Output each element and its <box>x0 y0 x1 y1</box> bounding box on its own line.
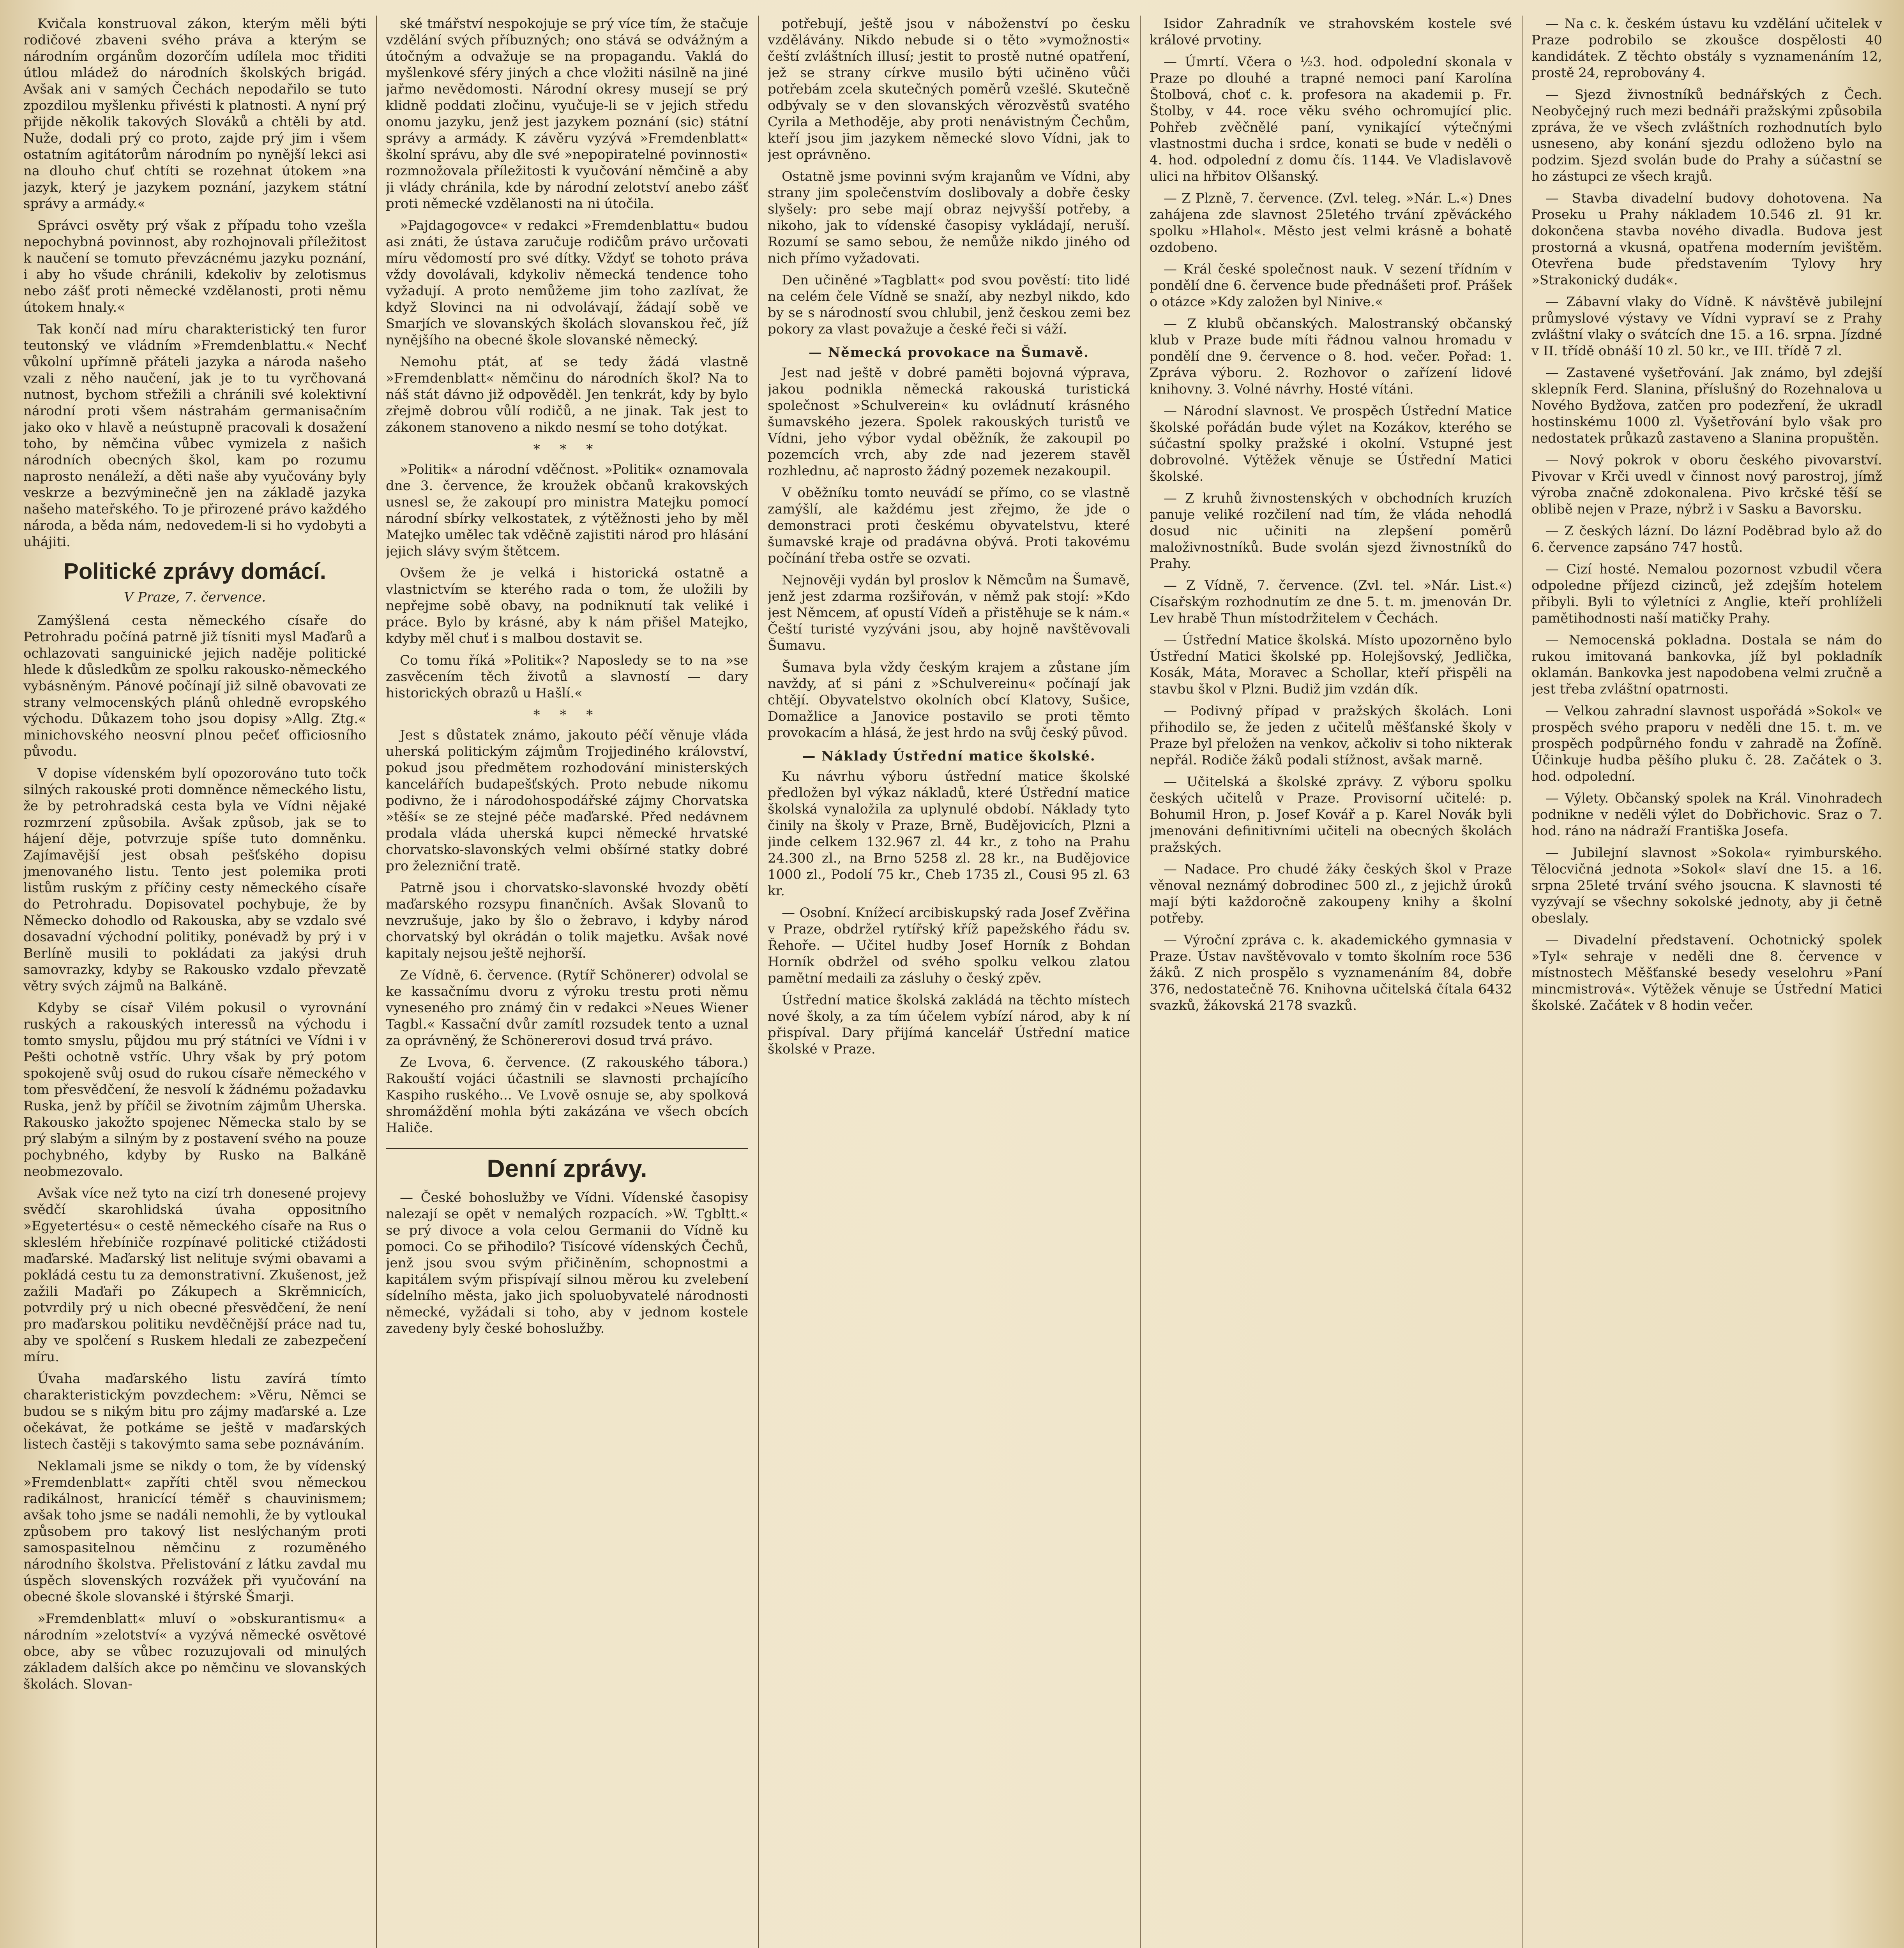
article-paragraph: — Nemocenská pokladna. Dostala se nám do rukou imitovaná bankovka, jíž byl pokladník oklamán. Bankovka jest napodobena velmi zručně a jest třeba zvláštní opatrnosti. <box>1531 632 1882 697</box>
article-paragraph: Ústřední matice školská zakládá na těchto místech nové školy, a za tím účelem vybízí národ, aby k ní přispíval. Dary přijímá kancelář Ústřední matice školské v Praze. <box>768 992 1130 1057</box>
article-paragraph: — Sjezd živnostníků bednářských z Čech. Neobyčejný ruch mezi bednáři pražskými způsobila zpráva, že ve všech zvláštních rozhodnutích bylo usneseno, aby konání sjezdu odloženo bylo na podzim. Sjezd svolán bude do Prahy a súčastní se ho zástupci ze všech krajů. <box>1531 87 1882 184</box>
article-paragraph: — Z kruhů živnostenských v obchodních kruzích panuje veliké rozčilení nad tím, že vláda nehodlá dosud nic učiniti na zlepšení poměrů maloživnostníků. Bude svolán sjezd živnostníků do Prahy. <box>1150 491 1512 572</box>
article-paragraph: Den učiněné »Tagblatt« pod svou pověstí: tito lidé na celém čele Vídně se snaží, aby nezbyl nikdo, kdo by se s národností svou chlubil, jenž českou zemi bez pokory za vlast považuje a české řeči si váží. <box>768 272 1130 337</box>
article-paragraph: Ovšem že je velká i historická ostatně a vlastnictvím se kterého rada o tom, že uložili by nepřejme sobě obavy, na podniknutí tak veliké i práce. Bylo by krásné, aby k nám přišel Matejko, kdyby měl chuť i s malbou dostavit se. <box>386 565 748 646</box>
article-paragraph: Kvičala konstruoval zákon, kterým měli býti rodičové zbaveni svého práva a kterým se národním orgánům dozorčím udílela moc třiditi útlou mládež do národních školských brigád. Avšak ani v samých Čechách nepodařilo se tuto zpozdilou myšlenku přivésti k platnosti. A nyní prý přijde několik takových Slováků a chtěli by atd. Nuže, dodali prý co proto, zajde prý jim i všem ostatním agitátorům národním po nynější lekci asi na dlouho chuť chtíti se rozehnat útokem »na jazyk, který je jazykem poznání, jazykem státní správy a armády.« <box>23 16 366 212</box>
article-paragraph: Neklamali jsme se nikdy o tom, že by vídenský »Fremdenblatt« zapříti chtěl svou německou radikálnost, hranicící téměř s chauvinismem; avšak toho jsme se nadáli nemohli, že by vytloukal způsobem pro takový list neslýchaným proti samospasitelnou němčinu z rozuměného národního školstva. Přelistování z látku zavdal mu úspěch slovenských rozvážek při vyučování na obecné škole slovanské i štýrské Šmarji. <box>23 1458 366 1605</box>
article-paragraph: Nemohu ptát, ať se tedy žádá vlastně »Fremdenblatt« němčinu do národních škol? Na to náš stát dávno již odpověděl. Jen tenkrát, kdy by bylo zřejmě dobrou vůlí rodičů, a ne jinak. Tak jest to zákonem stanoveno a nikdo nesmí se toho dotýkat. <box>386 354 748 435</box>
column-4 <box>1150 16 1512 1948</box>
article-paragraph: — Národní slavnost. Ve prospěch Ústřední Matice školské pořádán bude výlet na Kozákov, kterého se súčastní spolky pražské i okolní. Vstupné jest dobrovolné. Výtěžek věnuje se Ústřední Matici školské. <box>1150 403 1512 484</box>
column-2 <box>386 16 748 1948</box>
article-title: — Náklady Ústřední matice školské. <box>802 748 1096 764</box>
article-title: — Německá provokace na Šumavě. <box>809 345 1089 360</box>
article-paragraph: ské tmářství nespokojuje se prý více tím, že stačuje vzdělání svých příbuzných; ono stává se odvážným a útočným a odvažuje se na propagandu. Vaklá do myšlenkové sféry jiných a chce vložiti násilně na jiné jařmo nevědomosti. Národní okresy musejí se prý klidně poddati zločinu, vyučuje-li se v jejich středu onomu jazyku, jenž jest jazykem poznání (sic) státní správy a armády. K závěru vyzývá »Fremdenblatt« školní správu, aby dle své »nepopiratelné povinnosti« rozmnožovala příležitosti k vyučování němčině a aby ji vlády chránila, kde by národní zelotství anebo zášť proti německé vzdělanosti na ni útočila. <box>386 16 748 212</box>
separator-stars: * * * <box>533 707 601 723</box>
article-paragraph: — Velkou zahradní slavnost uspořádá »Sokol« ve prospěch svého praporu v neděli dne 15. t. m. ve prospěch podpůrného fondu v zahradě na Žofíně. Účinkuje hudba pěšího pluku č. 28. Začátek o 3. hod. odpolední. <box>1531 703 1882 784</box>
article-paragraph: — Král české společnost nauk. V sezení třídním v pondělí dne 6. července bude přednášeti prof. Prášek o otázce »Kdy založen byl Ninive.« <box>1150 261 1512 310</box>
column-1 <box>23 16 366 1948</box>
article-paragraph: — Jubilejní slavnost »Sokola« ryimburského. Tělocvičná jednota »Sokol« slaví dne 15. a 16. srpna 25leté trvání svého jsoucna. K slavnosti té vyzývají se všechny sokolské jednoty, aby ji četně obeslaly. <box>1531 845 1882 926</box>
article-paragraph: — Z Vídně, 7. července. (Zvl. tel. »Nár. List.«) Císařským rozhodnutím ze dne 5. t. m. jmenován Dr. Lev hrabě Thun místodržitelem v Čechách. <box>1150 578 1512 626</box>
article-paragraph: V dopise vídenském bylí opozorováno tuto točk silných rakouské proti domněnce německého listu, že by petrohradská cesta byla ve Vídni nějaké rozmrzení způsobila. Avšak způsob, jak se to hájení děje, potvrzuje spíše tuto domněnku. Zajímavější jest obsah pešťského dopisu jmenovaného listu. Tento jest polemika proti listům ruským z příčiny cesty německého císaře do Petrohradu. Dopisovatel pochybuje, že by Německo dohodlo od Rakouska, aby se vzdalo své dosavadní východní politiky, ponévadž by prý i v Berlíně musili to pokládati za jakýsi druh samovrazky, kdyby se Rakousko vzdalo převzatě větry svých zájmů na Balkáně. <box>23 766 366 994</box>
article-paragraph: Úvaha maďarského listu zavírá tímto charakteristickým povzdechem: »Věru, Němci se budou se s nikým bitu pro zájmy maďarské a. Lze očekávat, že potkáme se ještě v maďarských listech častěji s takovýmto sama sebe poznáváním. <box>23 1371 366 1452</box>
column-rule <box>758 16 759 1948</box>
article-paragraph: — Z klubů občanských. Malostranský občanský klub v Praze bude míti řádnou valnou hromadu v pondělí dne 9. července o 8. hod. večer. Pořad: 1. Zpráva výboru. 2. Rozhovor o zařízení lidové knihovny. 3. Volné návrhy. Hosté vítáni. <box>1150 316 1512 397</box>
article-paragraph: »Fremdenblatt« mluví o »obskurantismu« a národním »zelotství« a vyzývá německé osvětové obce, aby se vůbec rozuzujovali od minulých základem dalších akce po němčinu ve slovanských školách. Slovan- <box>23 1611 366 1692</box>
article-paragraph: Nejnověji vydán byl proslov k Němcům na Šumavě, jenž jest zdarma rozšiřován, v němž pak stojí: »Kdo jest Němcem, ať opustí Vídeň a přistěhuje se k nám.« Čeští turisté vyzýváni jsou, aby hojně navštěvovali Šumavu. <box>768 572 1130 653</box>
article-paragraph: Patrně jsou i chorvatsko-slavonské hvozdy obětí maďarského rozsypu finančních. Avšak Slovanů to nevzrušuje, jako by šlo o žebravo, i kdyby národ chorvatský byl okrádán o tolik majetku. Avšak nové kapitaly nejsou ještě nejhorší. <box>386 880 748 961</box>
article-paragraph: potřebují, ještě jsou v náboženství po česku vzdělávány. Nikdo nebude si o těto »vymožnosti« čeští zvláštních illusí; jestit to prostě nutné opatření, jež se strany církve musilo býti učiněno vůči potřebám zcela skutečných poměrů vzešlé. Skutečně odbývaly se v den slovanských věrozvěstů svatého Cyrila a Methoděje, aby proti nenávistným Čechům, kteří jsou jim jazykem německé slovo Vídni, jak to jest oprávněno. <box>768 16 1130 162</box>
article-paragraph: — Zábavní vlaky do Vídně. K návštěvě jubilejní průmyslové výstavy ve Vídni vypraví se z Prahy zvláštní vlaky o svátcích dne 15. a 16. srpna. Jízdné v II. třídě obnáší 10 zl. 50 kr., ve III. třídě 7 zl. <box>1531 294 1882 359</box>
section-title-political-news: Politické zprávy domácí. <box>64 559 326 584</box>
article-paragraph: »Pajdagogovce« v redakci »Fremdenblattu« budou asi znáti, že ústava zaručuje rodičům právo určovati míru vědomostí pro své dítky. Vždyť se tohoto práva vždy dovolávali, kdykoliv německá tendence toho vyžadují. A proto nemůžeme jim toho zazlívat, že když Slovinci na ni odvolávají, žádají sobě ve Smarjích ve slovanských školách slovanskou řeč, jíž nynějšího na obecné škole slovanské německý. <box>386 218 748 348</box>
article-paragraph: — Cizí hosté. Nemalou pozornost vzbudil včera odpoledne příjezd cizinců, jež zdejším hotelem přibyli. Byli to výletníci z Anglie, kteří prohlíželi pamětihodnosti naší matičky Prahy. <box>1531 561 1882 626</box>
column-5 <box>1531 16 1882 1948</box>
article-paragraph: — České bohoslužby ve Vídni. Vídenské časopisy nalezají se opět v nemalých rozpacích. »W. Tgbltt.« se prý divoce a vola celou Germanii do Vídně ku pomoci. Co se přihodilo? Tisícové vídenských Čechů, jenž jsou svou svým přičiněním, schopnostmi a kapitálem svým přispívají silnou měrou ku zvelebení sídelního města, jako jich spoluobyvatelé národnosti německé, vyžádali si toho, aby v jednom kostele zavedeny byly české bohoslužby. <box>386 1190 748 1336</box>
article-paragraph: — Z Plzně, 7. července. (Zvl. teleg. »Nár. L.«) Dnes zahájena zde slavnost 25letého trvání zpěváckého spolku »Hlahol«. Město jest velmi krásně a bohatě ozdobeno. <box>1150 191 1512 255</box>
article-paragraph: — Výroční zpráva c. k. akademického gymnasia v Praze. Ústav navštěvovalo v tomto školním roce 536 žáků. Z nich prospělo s vyznamenáním 84, dobře 376, nedostatečně 76. Knihovna učitelská čítala 6432 svazků, žákovská 2178 svazků. <box>1150 932 1512 1013</box>
article-paragraph: Jest s důstatek známo, jakouto péčí věnuje vláda uherská politickým zájmům Trojjediného království, pokud jsou předmětem rozhodování ministerských kancelářích budapešťských. Proto nebude nikomu podivno, že i národohospodářské zájmy Chorvatska »těší« se ze stejné péče maďarské. Před nedávnem prodala vláda uherská kupci německé hrvatské chorvatsko-slavonských velmi obšírné statky dobré pro železniční tratě. <box>386 727 748 874</box>
article-paragraph: — Stavba divadelní budovy dohotovena. Na Proseku u Prahy nákladem 10.546 zl. 91 kr. dokončena stavba nového divadla. Budova jest prostorná a vkusná, opatřena moderním jevištěm. Otevřena bude představením Tylovy hry »Strakonický dudák«. <box>1531 191 1882 288</box>
article-paragraph: Co tomu říká »Politik«? Naposledy se to na »se zasvěcením těch životů a slavností — dary historických obrazů u Hašlí.« <box>386 653 748 701</box>
article-paragraph: — Osobní. Knížecí arcibiskupský rada Josef Zvěřina v Praze, obdržel rytířský kříž papežského řádu sv. Řehoře. — Učitel hudby Josef Horník z Bohdan Horník obdržel od svého spolku velkou zlatou pamětní medaili za zásluhy o český zpěv. <box>768 905 1130 986</box>
article-paragraph: Tak končí nad míru charakteristický ten furor teutonský ve vládním »Fremdenblattu.« Nechť vůkolní upřímně přáteli jazyka a národa našeho vzali z něho naučení, jak je to tu vyrčhovaná nutnost, bychom střežili a chránili své kolektivní národní proti všem nástrahám germanisačním jako oko v hlavě a neústupně pracovali k dosažení toho, by němčina vůbec vymizela z našich národních obecných škol, kam po rozumu naprosto nenáleží, a děti naše aby vyučovány byly veskrze a bezvýminečně jen na základě jazyka našeho mateřského. To je přirozené právo každého národa, a běda nám, nedovedem-li si ho vydobyti a uhájiti. <box>23 321 366 550</box>
article-paragraph: — Nový pokrok v oboru českého pivovarství. Pivovar v Krči uvedl v činnost nový parostroj, jímž výroba značně zdokonalena. Pivo krčské těší se oblibě nejen v Praze, nýbrž i v Sasku a Bavorsku. <box>1531 452 1882 517</box>
article-paragraph: Ze Vídně, 6. července. (Rytíř Schönerer) odvolal se ke kassačnímu dvoru z výroku trestu proti němu vyneseného pro známý čin v redakci »Neues Wiener Tagbl.« Kassační dvůr zamítl rozsudek tento a uznal za oprávněný, že Schönererovi dosud trvá právo. <box>386 967 748 1048</box>
article-paragraph: Jest nad ještě v dobré paměti bojovná výprava, jakou podnikla německá rakouská turistická společnost »Schulverein« ku ovládnutí krásného šumavského jezera. Spolek rakouských turistů ve Vídni, jeho výbor vydal oběžník, že zakoupil po pozemcích vrch, aby zde nad jezerem stavěl rozhlednu, ač naprosto žádný pozemek nezakoupil. <box>768 365 1130 479</box>
article-paragraph: Ostatně jsme povinni svým krajanům ve Vídni, aby strany jim společenstvím doslibovaly a dobře česky slyšely: pro sebe mají obraz nejvyšší potřeby, a nikoho, jak to vídenské časopisy vykládají, neruší. Rozumí se samo sebou, že nemůže nikdo jiného od nich přímo vyžadovati. <box>768 169 1130 266</box>
article-paragraph: — Úmrtí. Včera o ½3. hod. odpolední skonala v Praze po dlouhé a trapné nemoci paní Karolína Štolbová, choť c. k. profesora na akademii p. Fr. Štolby, v 44. roce věku svého ochromující plic. Pohřeb zvěčnělé paní, vynikající výtečnými vlastnostmi ducha i srdce, konati se bude v neděli o 4. hod. odpolední z domu čís. 1144. Ve Vladislavově ulici na hřbitov Olšanský. <box>1150 54 1512 184</box>
article-paragraph: Isidor Zahradník ve strahovském kostele své králové prvotiny. <box>1150 16 1512 48</box>
article-paragraph: »Politik« a národní vděčnost. »Politik« oznamovala dne 3. července, že kroužek občanů krakovských usnesl se, že zakoupí pro ministra Matejku pomocí národní sbírky velkostatek, z výtěžnosti jeho by měl Matejko umělec tak vděčně zajistiti národ pro hlásání jejich slávy svým štětcem. <box>386 462 748 559</box>
article-paragraph: — Podivný případ v pražských školách. Loni přihodilo se, že jeden z učitelů měšťanské školy v Praze byl přeložen na venkov, ačkoliv si toho nikterak nepřál. Rodiče žáků podali stížnost, avšak marně. <box>1150 703 1512 768</box>
separator-stars: * * * <box>533 441 601 457</box>
column-rule <box>1140 16 1141 1948</box>
article-paragraph: — Zastavené vyšetřování. Jak známo, byl zdejší sklepník Ferd. Slanina, příslušný do Rozehnalova u Nového Bydžova, zatčen pro podezření, že ukradl hostinskému 1000 zl. Vyšetřování bylo však pro nedostatek průkazů zastaveno a Slanina propuštěn. <box>1531 365 1882 446</box>
article-paragraph: Zamýšlená cesta německého císaře do Petrohradu počíná patrně již tísniti mysl Maďarů a ochlazovati sanguinické jejich naděje politické hlede k důsledkům ze spolku rakousko-německého vybásněným. Pánové počínají již silně obavovati ze strany velmocenských plánů ohledně evropského východu. Důkazem toho jsou dopisy »Allg. Ztg.« minichovského neosvní plnou pečeť officiosního původu. <box>23 613 366 759</box>
article-paragraph: Správci osvěty prý však z případu toho vzešla nepochybná povinnost, aby rozhojnovali příležitost k naučení se tomuto převzácnému jazyku poznání, i aby ho všude chránili, kdekoliv by zelotismus nebo zášť proti německé vzdělanosti, proti němu útokem hnaly.« <box>23 218 366 315</box>
column-3 <box>768 16 1130 1948</box>
article-paragraph: — Divadelní představení. Ochotnický spolek »Tyl« sehraje v neděli dne 8. července v místnostech Měšťanské besedy veselohru »Paní mincmistrová«. Výtěžek věnuje se Ústřední Matici školské. Začátek v 8 hodin večer. <box>1531 932 1882 1013</box>
section-title-daily-news: Denní zprávy. <box>386 1148 748 1183</box>
article-paragraph: — Nadace. Pro chudé žáky českých škol v Praze věnoval neznámý dobrodinec 500 zl., z jejichž úroků mají býti každoročně zakoupeny knihy a školní potřeby. <box>1150 861 1512 926</box>
article-paragraph: Avšak více než tyto na cizí trh donesené projevy svědčí skarohlidská úvaha oppositního »Egyetertésu« o cestě německého císaře na Rus o skleslém hřebíniče rozpínavé politické ctižádosti maďarské. Maďarský list nelituje svými obavami a pokládá cestu tu za demonstrativní. Zkušenost, jež zažili Maďaři po Zákupech a Skrěmnicích, potvrdily prý u nich obecné přesvědčení, že není pro maďarskou politiku nevděčnější práce nad tu, aby ve spolčení s Ruskem hledali ze zabezpečení míru. <box>23 1186 366 1365</box>
article-paragraph: Kdyby se císař Vilém pokusil o vyrovnání ruských a rakouských interessů na východu i tomto smyslu, půjdou mu prý státníci ve Vídni i v Pešti ochotně vstříc. Uhry však by prý potom spokojeně svůj osud do rukou císaře německého v tom přesvědčení, že nesvolí k žádnému požadavku Ruska, jenž by příčil se životním zájmům Uherska. Rakousko jakožto spojenec Německa stalo by se prý slabým a silným by z postavení svého na pouze pochybného, kdyby by Rusko na Balkáně neobmezovalo. <box>23 1000 366 1179</box>
article-paragraph: V oběžníku tomto neuvádí se přímo, co se vlastně zamýšlí, ale každému jest zřejmo, že jde o demonstraci proti českému obyvatelstvu, které šumavské kraje od pradávna obývá. Proti takovému počínání třeba ostře se ozvati. <box>768 485 1130 566</box>
article-paragraph: Ze Lvova, 6. července. (Z rakouského tábora.) Rakouští vojáci účastnili se slavnosti prchajícího Kaspiho ruského... Ve Lvově osnuje se, aby spolková shromáždění mohla býti zakázána ve všech obcích Haliče. <box>386 1055 748 1136</box>
article-paragraph: Ku návrhu výboru ústřední matice školské předložen byl výkaz nákladů, které Ústřední matice školská vynaložila za uplynulé období. Náklady tyto činily na školy v Praze, Brně, Budějovicích, Plzni a jinde celkem 132.967 zl. 44 kr., z toho na Prahu 24.300 zl., na Brno 5258 zl. 28 kr., na Budějovice 1000 zl., Podolí 75 kr., Cheb 1735 zl., Cousi 95 zl. 63 kr. <box>768 769 1130 899</box>
article-paragraph: — Z českých lázní. Do lázní Poděbrad bylo až do 6. července zapsáno 747 hostů. <box>1531 523 1882 555</box>
dateline: V Praze, 7. července. <box>124 589 266 605</box>
column-rule <box>376 16 377 1948</box>
article-paragraph: — Ústřední Matice školská. Místo upozorněno bylo Ústřední Matici školské pp. Holejšovský, Jedlička, Kosák, Máta, Moravec a Schollar, kteří přispěli na stavbu škol v Plzni. Budiž jim vzdán dík. <box>1150 632 1512 697</box>
article-paragraph: — Učitelská a školské zprávy. Z výboru spolku českých učitelů v Praze. Provisorní učitelé: p. Bohumil Hron, p. Josef Kovář a p. Karel Novák byli jmenováni definitivními učiteli na obecných školách pražských. <box>1150 774 1512 855</box>
article-paragraph: Šumava byla vždy českým krajem a zůstane jím navždy, ať si páni z »Schulvereinu« počínají jak chtějí. Obyvatelstvo okolních obcí Klatovy, Sušice, Domažlice a Janovice postavilo se proti těmto provokacím a hlásá, že jest hrdo na svůj český původ. <box>768 660 1130 741</box>
article-paragraph: — Výlety. Občanský spolek na Král. Vinohradech podnikne v neděli výlet do Dobřichovic. Sraz o 7. hod. ráno na nádraží Františka Josefa. <box>1531 790 1882 839</box>
article-paragraph: — Na c. k. českém ústavu ku vzdělání učitelek v Praze podrobilo se zkoušce dospělosti 40 kandidátek. Z těchto obstály s vyznamenáním 12, prostě 24, reprobovány 4. <box>1531 16 1882 81</box>
